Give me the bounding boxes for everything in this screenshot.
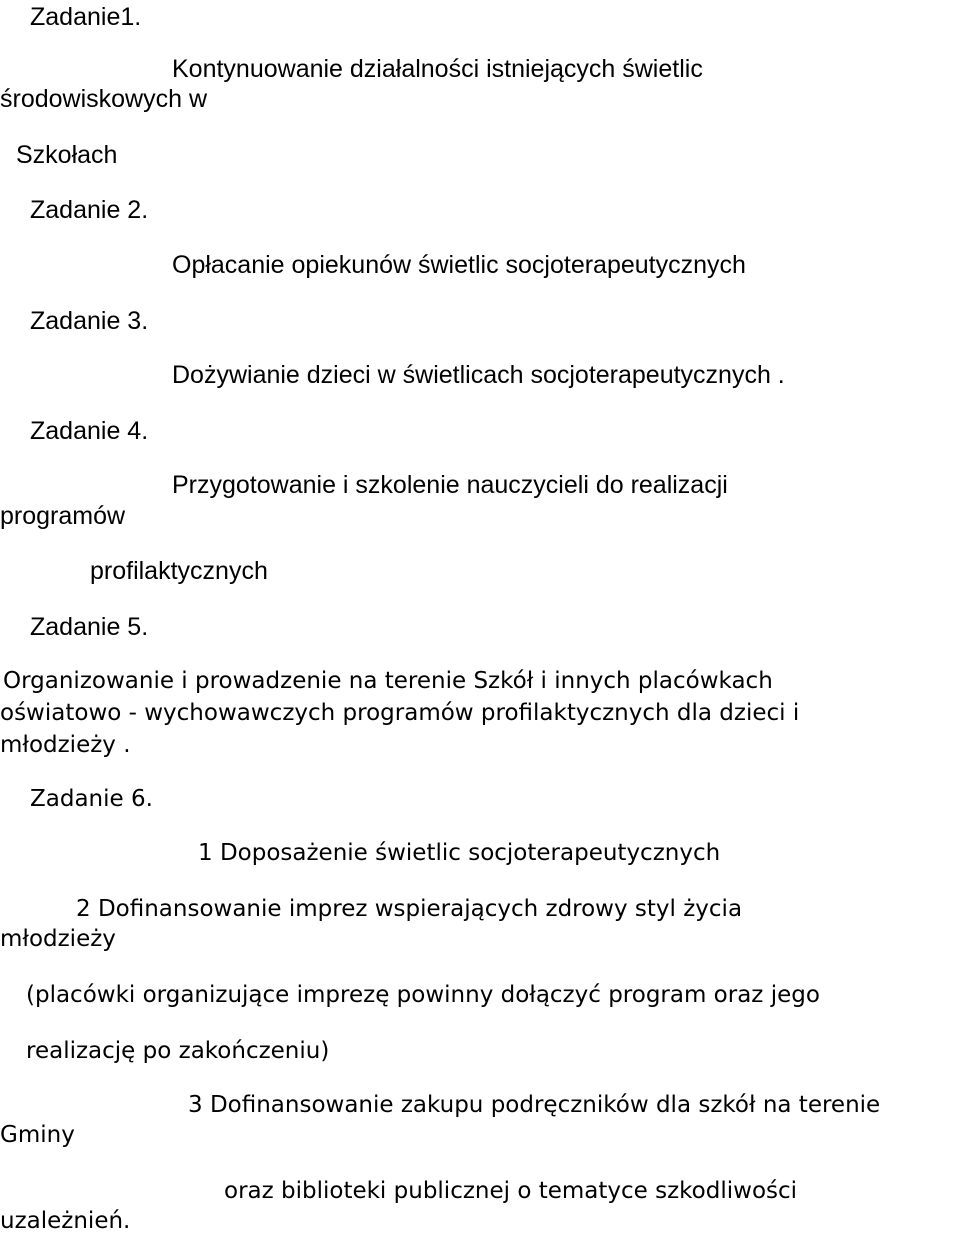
task-6-item-2-line-2: młodzieży <box>0 926 116 952</box>
task-3-text: Dożywianie dzieci w świetlicach socjoterapeutycznych . <box>172 361 785 389</box>
task-5-heading: Zadanie 5. <box>30 613 149 641</box>
task-2-text: Opłacanie opiekunów świetlic socjoterapeutycznych <box>172 251 746 279</box>
task-6-item-3-line-1: 3 Dofinansowanie zakupu podręczników dla szkół na terenie <box>188 1092 881 1118</box>
task-3-heading: Zadanie 3. <box>30 307 149 335</box>
task-5-text-line-1: Organizowanie i prowadzenie na terenie Szkół i innych placówkach <box>3 668 773 694</box>
task-6-item-1: 1 Doposażenie świetlic socjoterapeutycznych <box>198 840 721 866</box>
task-1-text-line-2: środowiskowych w <box>0 85 208 113</box>
task-1-text-line-3: Szkołach <box>16 141 118 169</box>
task-1-text-line-1: Kontynuowanie działalności istniejących świetlic <box>172 55 703 83</box>
task-6-item-2-line-1: 2 Dofinansowanie imprez wspierających zdrowy styl życia <box>76 896 743 922</box>
task-6-heading: Zadanie 6. <box>30 786 153 812</box>
task-4-text-line-1: Przygotowanie i szkolenie nauczycieli do realizacji <box>172 471 728 499</box>
task-6-note-line-2: realizację po zakończeniu) <box>26 1038 330 1064</box>
task-6-item-3-line-2: Gminy <box>0 1122 75 1148</box>
task-5-text-line-3: młodzieży . <box>0 732 131 758</box>
task-6-item-3-line-3: oraz biblioteki publicznej o tematyce szkodliwości <box>224 1178 798 1204</box>
task-6-item-3-line-4: uzależnień. <box>0 1208 131 1234</box>
task-2-heading: Zadanie 2. <box>30 196 149 224</box>
task-1-heading: Zadanie1. <box>30 3 142 31</box>
task-4-text-line-2: programów <box>0 502 126 530</box>
task-4-heading: Zadanie 4. <box>30 417 149 445</box>
task-4-text-line-3: profilaktycznych <box>90 557 268 585</box>
task-6-note-line-1: (placówki organizujące imprezę powinny dołączyć program oraz jego <box>26 982 820 1008</box>
task-5-text-line-2: oświatowo - wychowawczych programów profilaktycznych dla dzieci i <box>0 700 800 726</box>
